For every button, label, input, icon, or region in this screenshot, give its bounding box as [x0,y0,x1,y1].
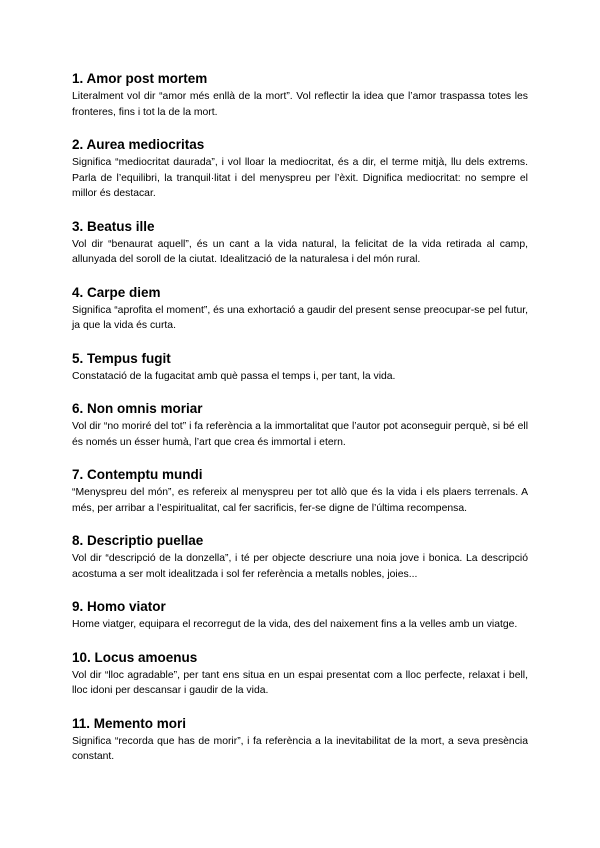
topic-title: 2. Aurea mediocritas [72,137,205,152]
topic-text: Vol dir “benaurat aquell”, és un cant a la vida natural, la felicitat de la vida retirada al camp, allunyada del soroll de la ciutat. Idealització de la naturalesa i del món rural. [72,238,528,265]
document-page [72,70,528,781]
topic-title: 8. Descriptio puellae [72,533,204,548]
topic-title: 6. Non omnis moriar [72,401,203,416]
topic-7 [72,466,528,516]
topic-text: Literalment vol dir “amor més enllà de la mort”. Vol reflectir la idea que l’amor traspassa totes les fronteres, fins i tot la de la mort. [72,91,528,118]
topic-3 [72,218,528,268]
topic-text: Significa “recorda que has de morir”, i fa referència a la inevitabilitat de la mort, a seva presència constant. [72,735,528,762]
topic-title: 4. Carpe diem [72,284,161,300]
topic-10 [72,649,528,699]
topic-text: Significa “mediocritat daurada”, i vol lloar la mediocritat, és a dir, el terme mitjà, llu dels extrems. Parla de l’equilibri, la tranquil·litat i del menyspreu per l’èxit. Dignifica mediocritat: no sempre el millor és destacar. [72,157,528,199]
topic-2 [72,136,528,202]
topic-text: Significa “aprofita el moment”, és una exhortació a gaudir del present sense preocupar-se pel futur, ja que la vida és curta. [72,304,528,331]
topic-text: Vol dir “lloc agradable”, per tant ens situa en un espai presentat com a lloc perfecte, relaxat i bell, lloc idoni per descansar i gaudir de la vida. [72,669,528,696]
topic-5 [72,350,528,385]
topic-11 [72,715,528,765]
topic-6 [72,400,528,450]
topic-text: “Menyspreu del món”, es refereix al menyspreu per tot allò que és la vida i els plaers terrenals. A més, per arribar a l’espiritualitat, cal fer sacrificis, fer-se digne de l’última recompensa. [72,487,528,514]
topic-title: 9. Homo viator [72,599,166,614]
topic-8 [72,532,528,582]
topic-title: 1. Amor post mortem [72,71,208,86]
topic-text: Vol dir “no moriré del tot” i fa referència a la immortalitat que l’autor pot aconseguir perquè, si bé ell és només un ésser humà, l’art que crea és immortal i etern. [72,421,528,448]
topic-9 [72,598,528,633]
topic-title: 11. Memento mori [72,715,187,731]
topic-title: 7. Contemptu mundi [72,467,203,482]
topic-text: Constatació de la fugacitat amb què passa el temps i, per tant, la vida. [72,370,396,382]
topic-title: 10. Locus amoenus [72,649,198,665]
topic-text: Vol dir “descripció de la donzella”, i té per objecte descriure una noia jove i bonica. La descripció acostuma a ser molt idealitzada i sol fer referència a metalls nobles, joies... [72,553,528,580]
topic-1 [72,70,528,120]
topic-4 [72,284,528,334]
topic-title: 3. Beatus ille [72,218,155,234]
topic-text: Home viatger, equipara el recorregut de la vida, des del naixement fins a la velles amb un viatge. [72,619,518,630]
topic-title: 5. Tempus fugit [72,350,171,366]
